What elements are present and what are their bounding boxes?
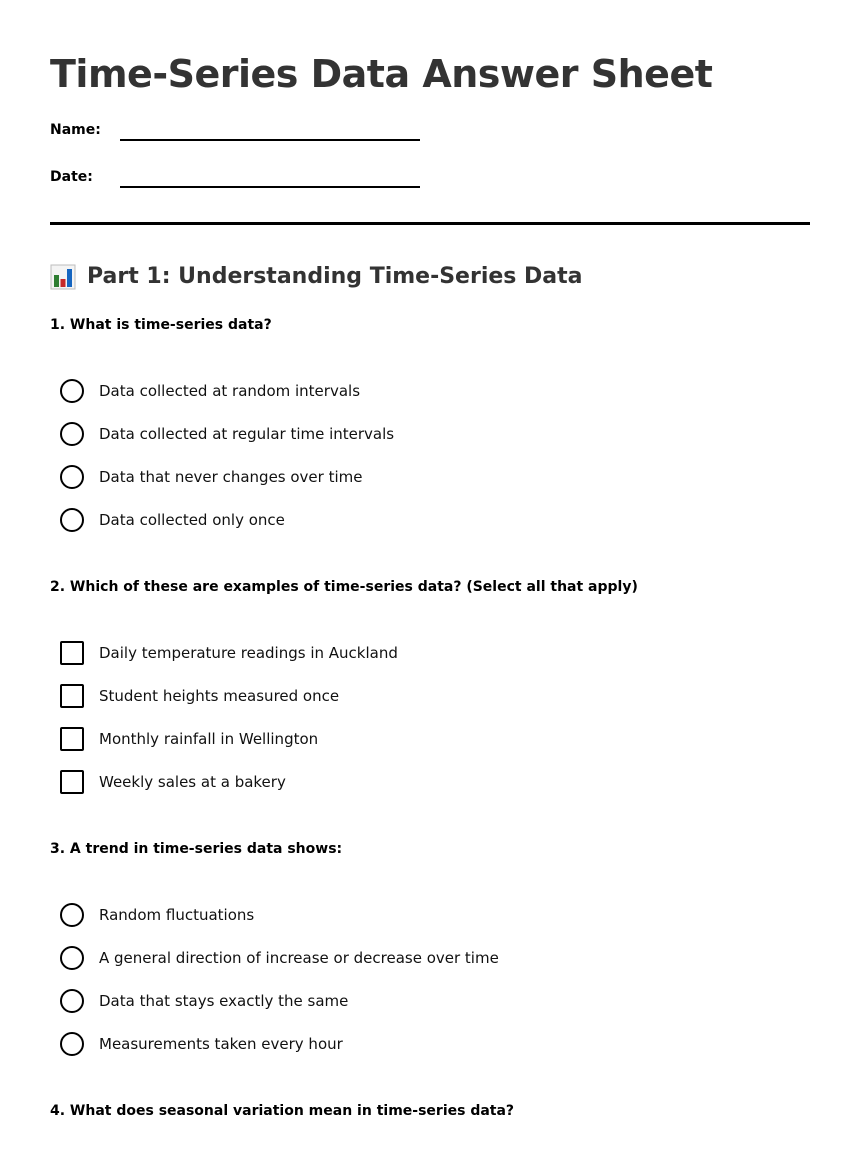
checkbox[interactable] xyxy=(60,727,84,751)
radio-button[interactable] xyxy=(60,379,84,403)
option-label: Data collected at regular time intervals xyxy=(99,425,395,443)
question-3-option-b[interactable] xyxy=(50,946,810,970)
question-2-text: 2. Which of these are examples of time-series data? (Select all that apply) xyxy=(50,579,638,595)
question-2-options xyxy=(50,641,810,794)
date-field[interactable] xyxy=(120,186,420,188)
question-3-option-c[interactable] xyxy=(50,989,810,1013)
option-label: Random fluctuations xyxy=(99,906,255,924)
option-label: Student heights measured once xyxy=(99,687,340,705)
question-3-option-d[interactable] xyxy=(50,1032,810,1056)
checkbox[interactable] xyxy=(60,684,84,708)
name-label: Name: xyxy=(50,122,101,138)
radio-button[interactable] xyxy=(60,422,84,446)
radio-button[interactable] xyxy=(60,465,84,489)
question-1-option-d[interactable] xyxy=(50,508,810,532)
question-1-text: 1. What is time-series data? xyxy=(50,317,272,333)
date-label: Date: xyxy=(50,169,93,185)
question-3-options xyxy=(50,903,810,1056)
option-label: Data collected at random intervals xyxy=(99,382,361,400)
option-label: Monthly rainfall in Wellington xyxy=(99,730,319,748)
question-1-option-b[interactable] xyxy=(50,422,810,446)
question-1-option-a[interactable] xyxy=(50,379,810,403)
question-3-text: 3. A trend in time-series data shows: xyxy=(50,841,343,857)
option-label: A general direction of increase or decrease over time xyxy=(99,949,499,967)
part-1-heading-text: Part 1: Understanding Time-Series Data xyxy=(87,264,583,289)
radio-button[interactable] xyxy=(60,946,84,970)
question-2-option-d[interactable] xyxy=(50,770,810,794)
checkbox[interactable] xyxy=(60,641,84,665)
question-1-options xyxy=(50,379,810,532)
question-3-option-a[interactable] xyxy=(50,903,810,927)
radio-button[interactable] xyxy=(60,903,84,927)
question-2-option-c[interactable] xyxy=(50,727,810,751)
page-title: Time-Series Data Answer Sheet xyxy=(50,52,713,96)
option-label: Data that stays exactly the same xyxy=(99,992,349,1010)
radio-button[interactable] xyxy=(60,508,84,532)
name-field-row xyxy=(50,118,810,139)
date-field-row xyxy=(50,165,810,186)
question-1-option-c[interactable] xyxy=(50,465,810,489)
option-label: Data collected only once xyxy=(99,511,285,529)
option-label: Measurements taken every hour xyxy=(99,1035,343,1053)
bar-chart-icon xyxy=(50,264,76,290)
option-label: Data that never changes over time xyxy=(99,468,363,486)
question-2-option-a[interactable] xyxy=(50,641,810,665)
radio-button[interactable] xyxy=(60,989,84,1013)
option-label: Daily temperature readings in Auckland xyxy=(99,644,398,662)
part-1-heading xyxy=(50,262,810,292)
question-4 xyxy=(50,1102,810,1120)
question-3 xyxy=(50,840,810,1056)
question-2-option-b[interactable] xyxy=(50,684,810,708)
checkbox[interactable] xyxy=(60,770,84,794)
question-2 xyxy=(50,578,810,794)
section-divider xyxy=(50,222,810,225)
radio-button[interactable] xyxy=(60,1032,84,1056)
name-field[interactable] xyxy=(120,139,420,141)
question-4-text: 4. What does seasonal variation mean in time-series data? xyxy=(50,1103,515,1119)
question-1 xyxy=(50,316,810,532)
option-label: Weekly sales at a bakery xyxy=(99,773,286,791)
